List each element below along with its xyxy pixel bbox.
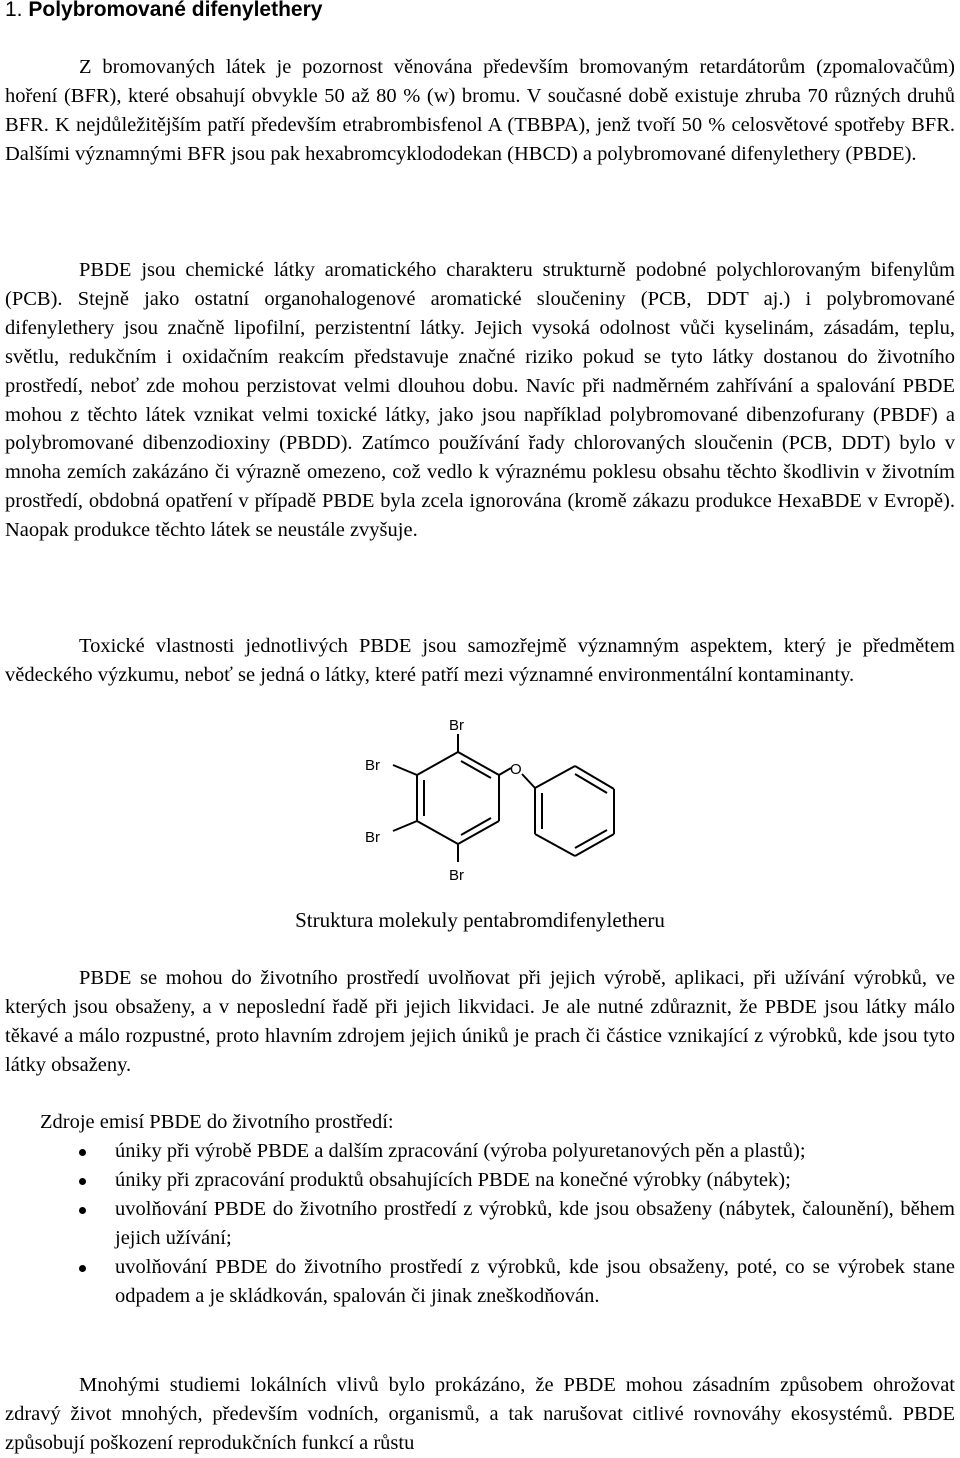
paragraph-impact: [5, 1371, 955, 1458]
atom-br-bottom: Br: [449, 867, 464, 884]
paragraph-impact-text: Mnohými studiemi lokálních vlivů bylo prokázáno, že PBDE mohou zásadním způsobem ohrožovat zdravý život mnohých, především vodních, organismů, a tak narušovat citlivé rovnováhy ekosystémů. PBDE způsobují poškození reprodukčních funkcí a růstu: [5, 1374, 955, 1454]
list-item: [5, 1137, 955, 1166]
section-heading: [5, 0, 322, 22]
molecule-structure: [353, 712, 643, 892]
bullet-icon: [79, 1149, 86, 1156]
bullet-icon: [79, 1207, 86, 1214]
list-item-text: uvolňování PBDE do životního prostředí z výrobků, kde jsou obsaženy, poté, co se výrobek stane odpadem a je skládkován, spalován či jinak zneškodňován.: [115, 1255, 955, 1307]
list-item: [5, 1166, 955, 1195]
section-title: Polybromované difenylethery: [28, 0, 323, 21]
atom-br-lower-left: Br: [365, 829, 380, 846]
sources-list: [5, 1137, 955, 1310]
list-item: [5, 1195, 955, 1253]
atom-oxygen: O: [510, 761, 522, 778]
paragraph-pbde-properties-text: PBDE jsou chemické látky aromatického charakteru strukturně podobné polychlorovaným bifenylům (PCB). Stejně jako ostatní organohalogenové aromatické sloučeniny (PCB, DDT aj.) i polybromované difenylethery jsou značně lipofilní, perzistentní látky. Jejich vysoká odolnost vůči kyselinám, zásadám, teplu, světlu, redukčním i oxidačním reakcím představuje značné riziko pokud se tyto látky dostanou do životního prostředí, neboť zde mohou perzistovat velmi dlouhou dobu. Navíc při nadměrném zahřívání a spalování PBDE mohou z těchto látek vznikat velmi toxické látky, jako jsou například polybromované dibenzofurany (PBDF) a polybromované dibenzodioxiny (PBDD). Zatímco používání řady chlorovaných sloučenin (PCB, DDT) bylo v mnoha zemích zakázáno či výrazně omezeno, což vedlo k výraznému poklesu obsahu těchto škodlivin v životním prostředí, obdobná opatření v případě PBDE byla zcela ignorována (kromě zákazu produkce HexaBDE v Evropě). Naopak produkce těchto látek se neustále zvyšuje.: [5, 259, 955, 542]
sources-list-title: Zdroje emisí PBDE do životního prostředí:: [40, 1111, 394, 1133]
list-item: [5, 1253, 955, 1311]
paragraph-intro: [5, 53, 955, 169]
list-item-text: úniky při výrobě PBDE a dalším zpracování (výroba polyuretanových pěn a plastů);: [115, 1140, 806, 1162]
list-item-text: uvolňování PBDE do životního prostředí z výrobků, kde jsou obsaženy (nábytek, čalounění), během jejich užívání;: [115, 1197, 955, 1249]
paragraph-release: [5, 964, 955, 1080]
section-number: 1.: [5, 0, 23, 21]
paragraph-toxicity: [5, 632, 955, 690]
molecule-bonds: [393, 734, 614, 862]
paragraph-toxicity-text: Toxické vlastnosti jednotlivých PBDE jsou samozřejmě významným aspektem, který je předmětem vědeckého výzkumu, neboť se jedná o látky, které patří mezi významné environmentální kontaminanty.: [5, 635, 955, 686]
bullet-icon: [79, 1178, 86, 1185]
bullet-icon: [79, 1265, 86, 1272]
list-item-text: úniky při zpracování produktů obsahujících PBDE na konečné výrobky (nábytek);: [115, 1168, 791, 1191]
paragraph-intro-text: Z bromovaných látek je pozornost věnována především bromovaným retardátorům (zpomalovačům) hoření (BFR), které obsahují obvykle 50 až 80 % (w) bromu. V současné době existuje zhruba 70 různých druhů BFR. K nejdůležitějším patří především etrabrombisfenol A (TBBPA), jenž tvoří 50 % celosvětové spotřeby BFR. Dalšími významnými BFR jsou pak hexabromcyklododekan (HBCD) a polybromované difenylethery (PBDE).: [5, 56, 955, 165]
paragraph-pbde-properties: [5, 256, 955, 545]
figure-caption: Struktura molekuly pentabromdifenyletheru: [295, 908, 665, 932]
paragraph-release-text: PBDE se mohou do životního prostředí uvolňovat při jejich výrobě, aplikaci, při užívání výrobků, ve kterých jsou obsaženy, a v neposlední řadě při jejich likvidaci. Je ale nutné zdůraznit, že PBDE jsou látky málo těkavé a málo rozpustné, proto hlavním zdrojem jejich úniků je prach či částice vznikající z výrobků, kde jsou tyto látky obsaženy.: [5, 967, 955, 1076]
atom-br-top: Br: [449, 717, 464, 734]
atom-br-upper-left: Br: [365, 757, 380, 774]
